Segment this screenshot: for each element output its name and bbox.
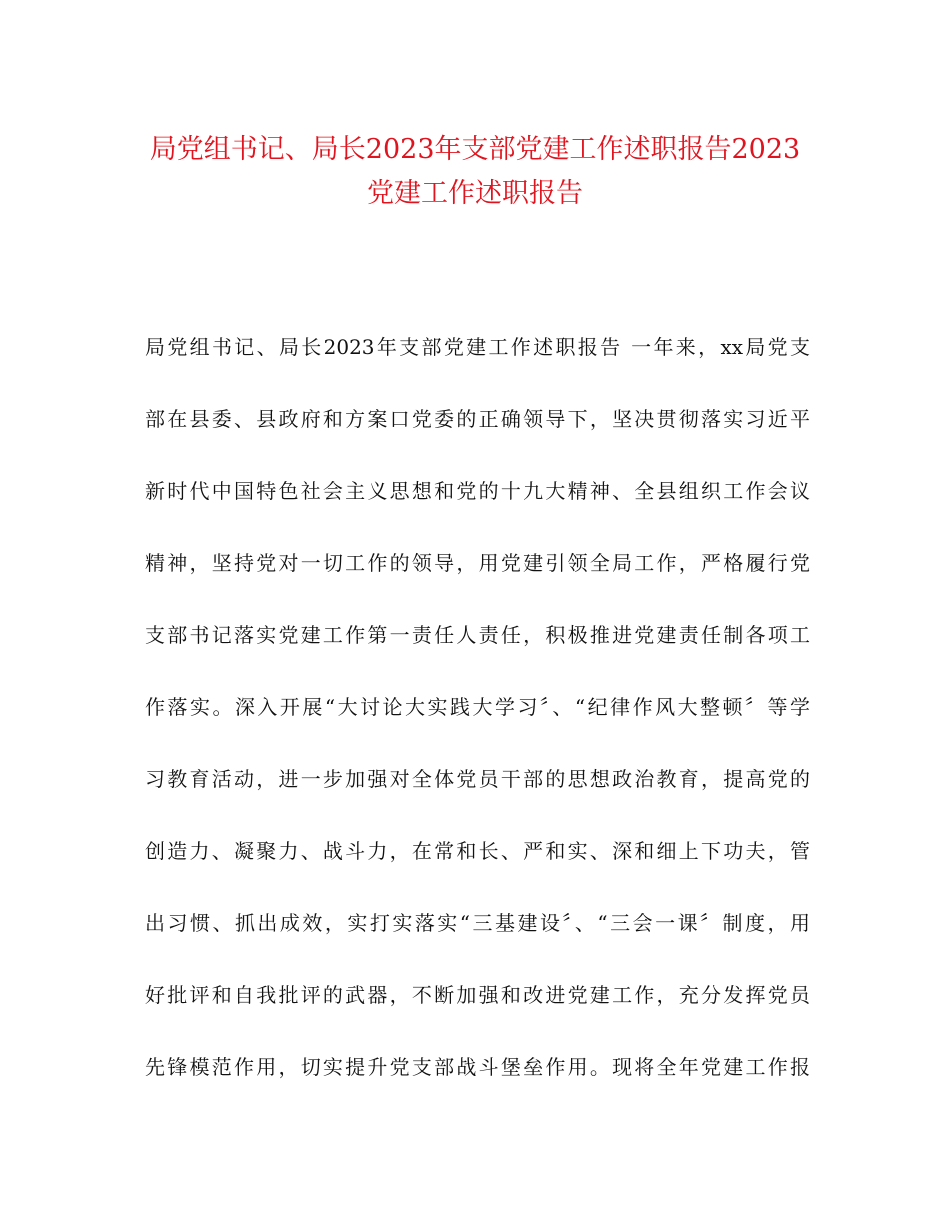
- body-line-7: 习教育活动，进一步加强对全体党员干部的思想政治教育，提高党的: [145, 767, 810, 791]
- body-line-9: 出习惯、抓出成效，实打实落实“三基建设〞、“三会一课〞制度，用: [145, 911, 810, 935]
- body-line-1: 局党组书记、局长2023年支部党建工作述职报告 一年来，xx局党支: [145, 335, 810, 359]
- body-line-6: 作落实。深入开展“大讨论大实践大学习〞、“纪律作风大整顿〞等学: [145, 695, 810, 719]
- body-line-5: 支部书记落实党建工作第一责任人责任，积极推进党建责任制各项工: [145, 623, 810, 647]
- body-line-4: 精神，坚持党对一切工作的领导，用党建引领全局工作，严格履行党: [145, 551, 810, 575]
- title-line-1: 局党组书记、局长2023年支部党建工作述职报告2023: [149, 134, 801, 165]
- document-title: [100, 128, 850, 216]
- body-line-8: 创造力、凝聚力、战斗力，在常和长、严和实、深和细上下功夫，管: [145, 839, 810, 863]
- body-line-2: 部在县委、县政府和方案口党委的正确领导下，坚决贯彻落实习近平: [145, 407, 810, 431]
- body-line-11: 先锋模范作用，切实提升党支部战斗堡垒作用。现将全年党建工作报: [145, 1055, 810, 1079]
- body-line-10: 好批评和自我批评的武器，不断加强和改进党建工作，充分发挥党员: [145, 983, 810, 1007]
- title-line-2: 党建工作述职报告: [367, 178, 583, 209]
- document-body: [145, 335, 810, 1127]
- body-line-3: 新时代中国特色社会主义思想和党的十九大精神、全县组织工作会议: [145, 479, 810, 503]
